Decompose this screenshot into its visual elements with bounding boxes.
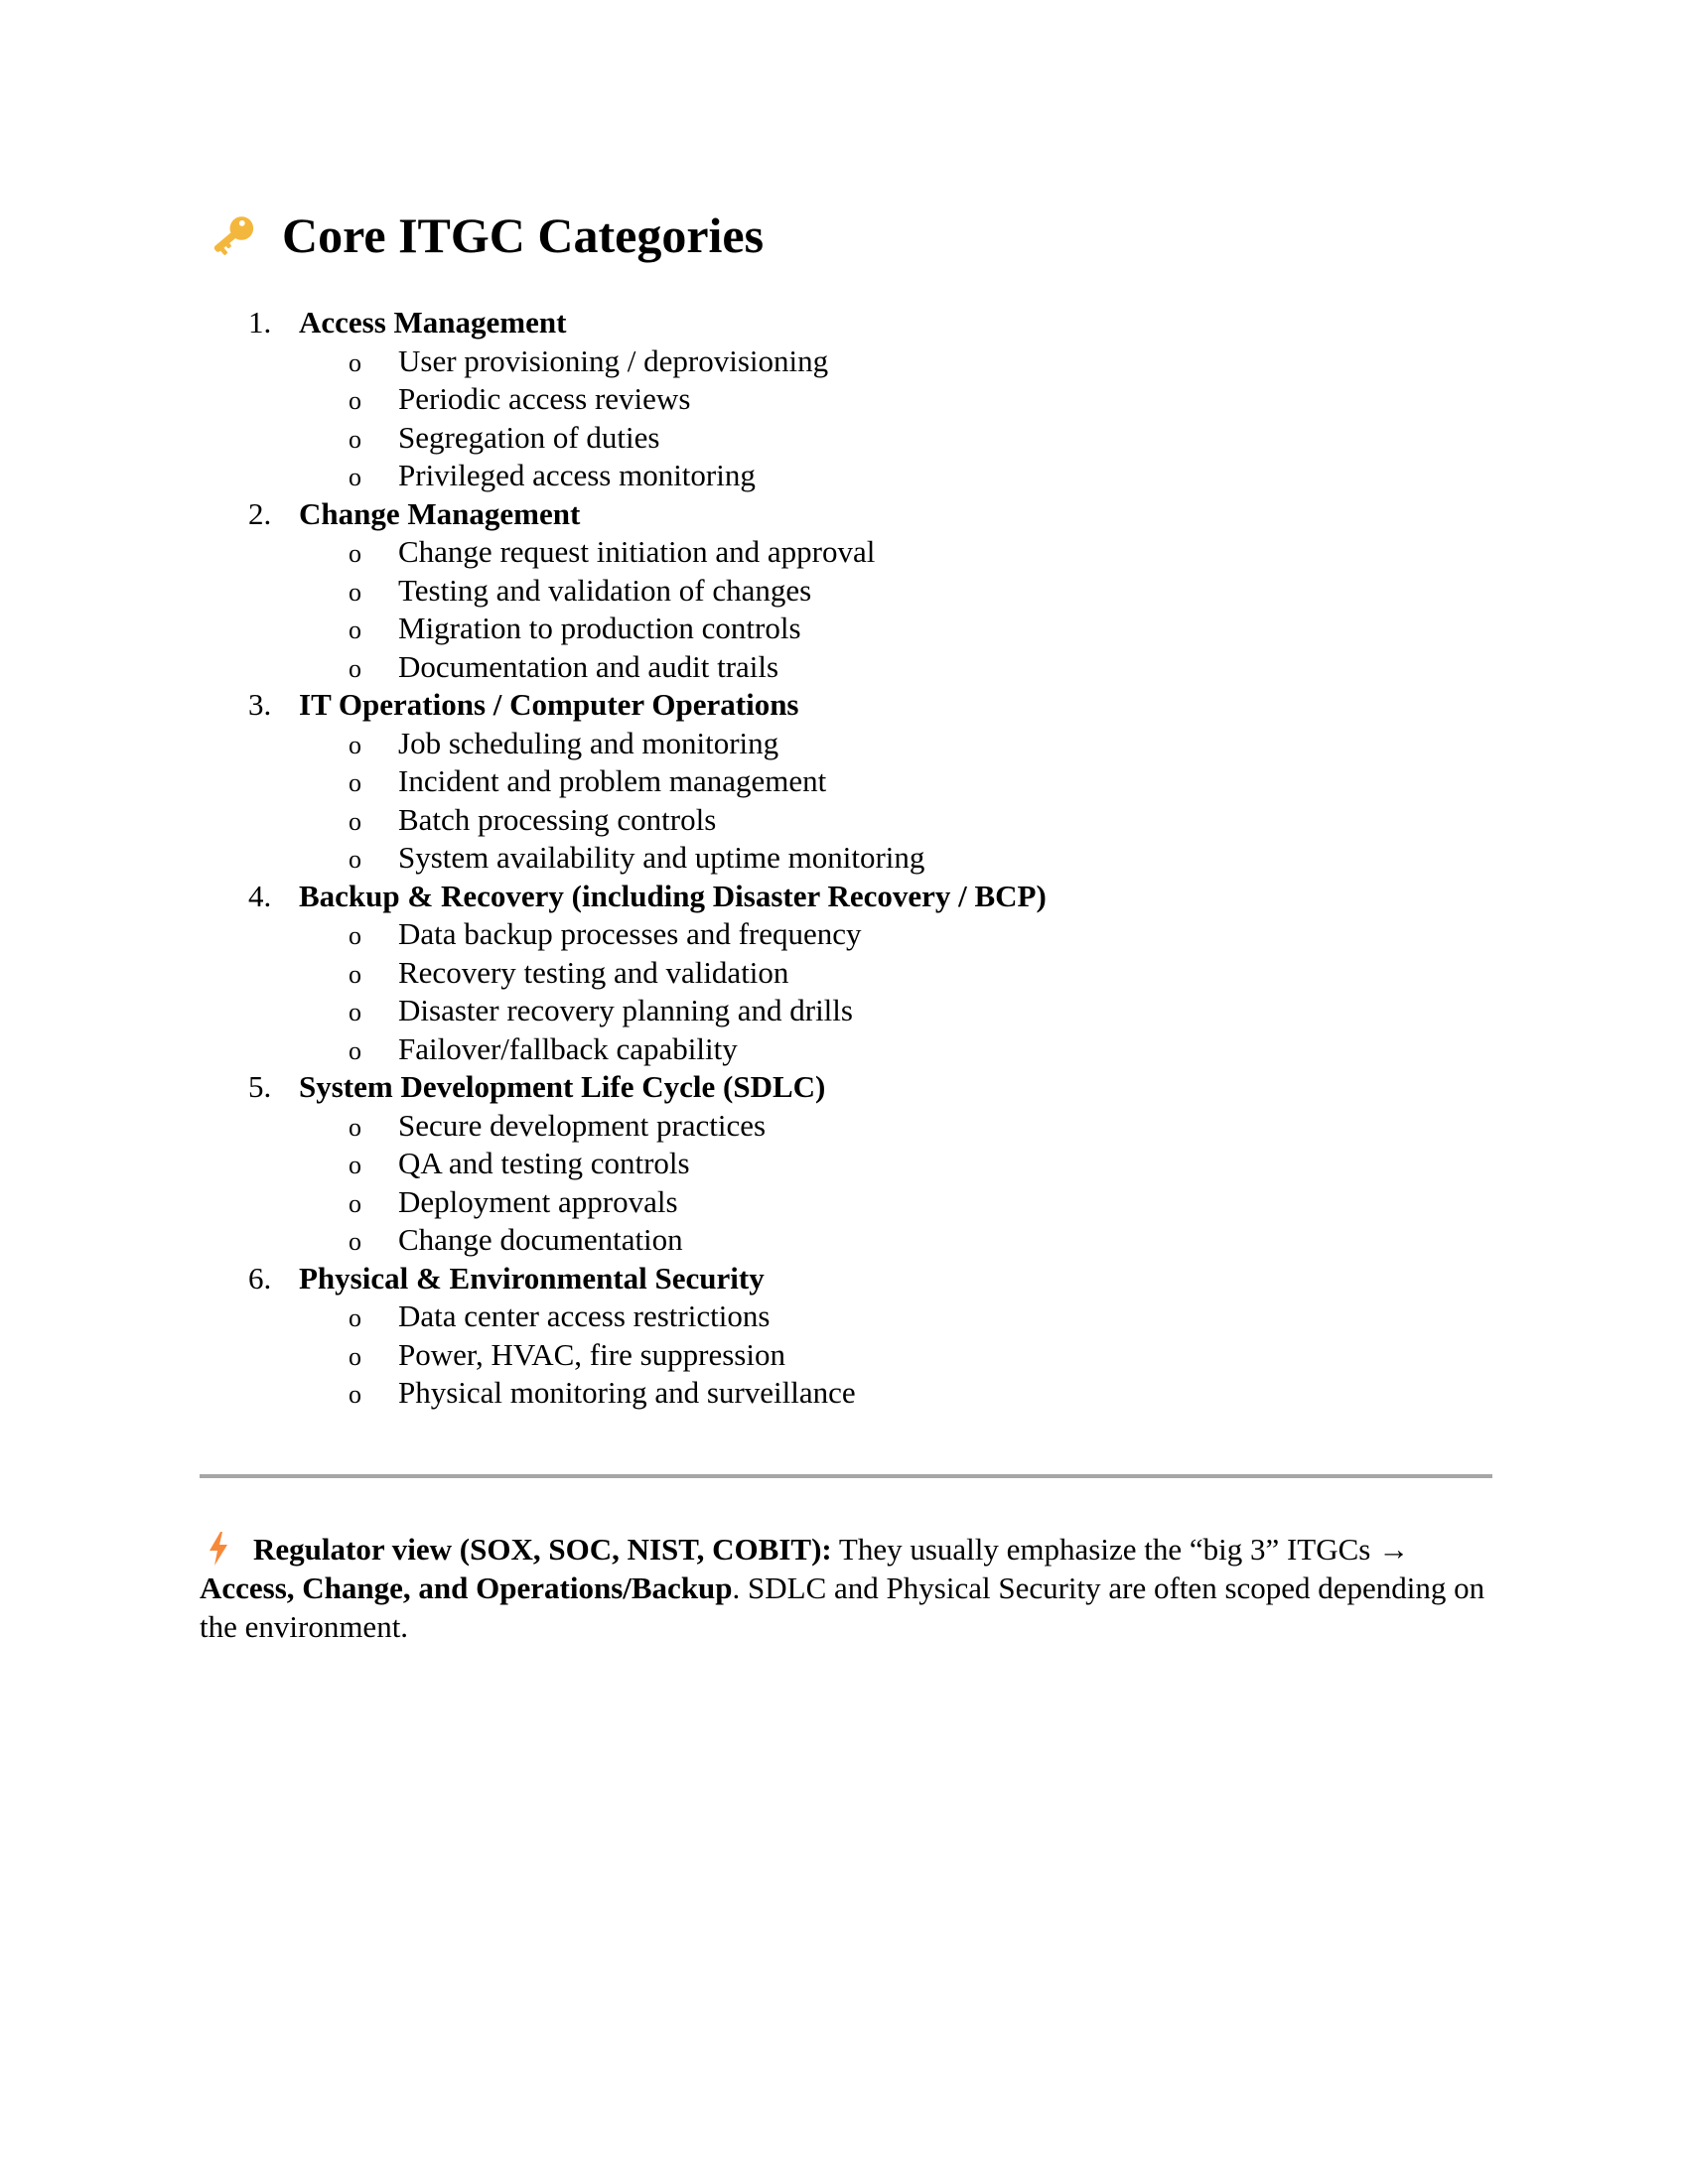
list-item: o Privileged access monitoring (0, 457, 1688, 495)
hollow-bullet-icon: o (349, 1035, 361, 1065)
category-number: 4. (248, 878, 272, 913)
category-title: Backup & Recovery (including Disaster Recovery / BCP) (299, 878, 1047, 913)
list-item: o Data backup processes and frequency (0, 915, 1688, 954)
category-number: 1. (248, 305, 272, 340)
sub-item-list (0, 342, 1688, 495)
list-item: o User provisioning / deprovisioning (0, 342, 1688, 381)
callout-text-2: . SDLC and Physical Security are often scoped depending on the environment. (200, 1570, 1485, 1644)
category-access-management (0, 304, 1688, 495)
sub-item-list (0, 1107, 1688, 1260)
category-number: 6. (248, 1260, 272, 1296)
callout-bold-lead: Regulator view (SOX, SOC, NIST, COBIT): (253, 1532, 832, 1567)
list-item: o System availability and uptime monitoring (0, 839, 1688, 878)
list-item: o Segregation of duties (0, 419, 1688, 458)
category-number: 5. (248, 1069, 272, 1104)
hollow-bullet-icon: o (349, 1303, 361, 1332)
hollow-bullet-icon: o (349, 1112, 361, 1142)
list-item: o Incident and problem management (0, 762, 1688, 801)
list-item: o Disaster recovery planning and drills (0, 992, 1688, 1030)
category-backup-recovery (0, 878, 1688, 1069)
list-item: o Batch processing controls (0, 801, 1688, 840)
hollow-bullet-icon: o (349, 1151, 361, 1179)
hollow-bullet-icon: o (349, 539, 361, 568)
category-number: 2. (248, 495, 272, 531)
category-title: Change Management (299, 495, 581, 531)
sub-item-list (0, 915, 1688, 1068)
list-item: o Testing and validation of changes (0, 572, 1688, 611)
list-item: o Periodic access reviews (0, 380, 1688, 419)
list-item: o Change request initiation and approval (0, 533, 1688, 572)
category-title: Physical & Environmental Security (299, 1260, 765, 1296)
hollow-bullet-icon: o (349, 653, 361, 683)
list-item: o Migration to production controls (0, 610, 1688, 648)
horizontal-divider (200, 1474, 1492, 1478)
list-item: o Secure development practices (0, 1107, 1688, 1146)
hollow-bullet-icon: o (349, 347, 361, 377)
itgc-category-list (0, 304, 1688, 1413)
callout-bold-emphasis: Access, Change, and Operations/Backup (200, 1570, 733, 1605)
hollow-bullet-icon: o (349, 577, 361, 607)
list-item: o Deployment approvals (0, 1183, 1688, 1222)
list-item: o QA and testing controls (0, 1145, 1688, 1183)
category-title: Access Management (299, 305, 567, 340)
list-item: o Power, HVAC, fire suppression (0, 1336, 1688, 1375)
hollow-bullet-icon: o (349, 921, 361, 950)
hollow-bullet-icon: o (349, 386, 361, 415)
category-change-management (0, 495, 1688, 687)
hollow-bullet-icon: o (349, 1341, 361, 1371)
list-item: o Data center access restrictions (0, 1297, 1688, 1336)
list-item: o Failover/fallback capability (0, 1030, 1688, 1069)
regulator-view-note (200, 1530, 1492, 1646)
category-sdlc (0, 1068, 1688, 1260)
category-title: IT Operations / Computer Operations (299, 687, 799, 722)
category-physical-security (0, 1260, 1688, 1413)
category-title: System Development Life Cycle (SDLC) (299, 1069, 826, 1104)
hollow-bullet-icon: o (349, 806, 361, 836)
sub-item-list (0, 1297, 1688, 1413)
page-title: Core ITGC Categories (282, 207, 765, 263)
hollow-bullet-icon: o (349, 845, 361, 874)
list-item: o Recovery testing and validation (0, 954, 1688, 993)
hollow-bullet-icon: o (349, 463, 361, 491)
sub-item-list (0, 725, 1688, 878)
hollow-bullet-icon: o (349, 768, 361, 797)
key-icon (205, 206, 262, 264)
hollow-bullet-icon: o (349, 615, 361, 644)
page-heading (205, 203, 764, 268)
hollow-bullet-icon: o (349, 998, 361, 1026)
hollow-bullet-icon: o (349, 1227, 361, 1256)
lightning-bolt-icon (208, 1532, 229, 1566)
category-it-operations (0, 686, 1688, 878)
hollow-bullet-icon: o (349, 959, 361, 989)
list-item: o Documentation and audit trails (0, 648, 1688, 687)
list-item: o Physical monitoring and surveillance (0, 1374, 1688, 1413)
hollow-bullet-icon: o (349, 1380, 361, 1409)
category-number: 3. (248, 687, 272, 722)
sub-item-list (0, 533, 1688, 686)
list-item: o Change documentation (0, 1221, 1688, 1260)
list-item: o Job scheduling and monitoring (0, 725, 1688, 763)
callout-text-1: They usually emphasize the “big 3” ITGCs → (831, 1532, 1410, 1567)
hollow-bullet-icon: o (349, 424, 361, 454)
hollow-bullet-icon: o (349, 730, 361, 759)
hollow-bullet-icon: o (349, 1188, 361, 1218)
